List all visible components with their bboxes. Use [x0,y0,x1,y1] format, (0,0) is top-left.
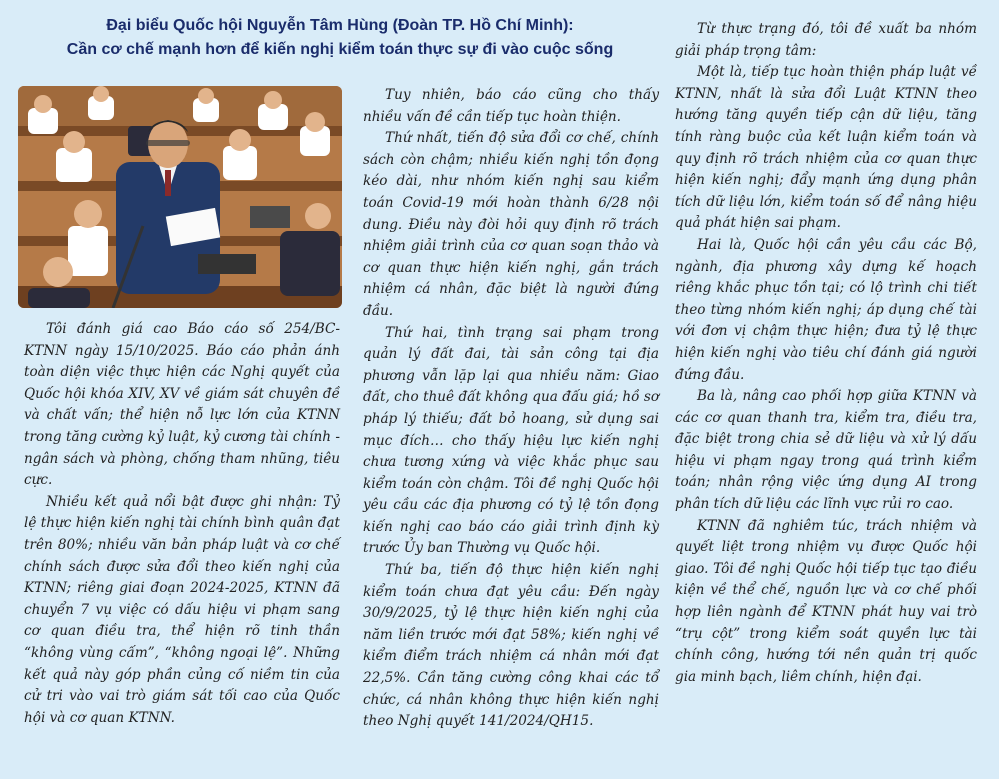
paragraph: Tôi đánh giá cao Báo cáo số 254/BC-KTNN ngày 15/10/2025. Báo cáo phản ánh toàn diện việc thực hiện các Nghị quyết của Quốc hội khóa XIV, XV về giám sát chuyên đề và chất vấn; thể hiện nỗ lực lớn của KTNN trong tăng cường kỷ luật, kỷ cương tài chính - ngân sách và phòng, chống tham nhũng, tiêu cực. [24,321,340,489]
paragraph: Thứ hai, tình trạng sai phạm trong quản lý đất đai, tài sản công tại địa phương vẫn lặp lại qua nhiều năm: Giao đất, cho thuê đất không qua đấu giá; hồ sơ pháp lý thiếu; đất bỏ hoang, sử dụng sai mục đích… cho thấy hiệu lực kiến nghị chưa tương xứng và việc khắc phục sau kiểm toán còn chậm. Tôi đề nghị Quốc hội yêu cầu các địa phương có tỷ lệ tồn đọng kiến nghị cao báo cáo giải trình định kỳ trước Ủy ban Thường vụ Quốc hội. [363,324,659,557]
paragraph: Hai là, Quốc hội cần yêu cầu các Bộ, ngành, địa phương xây dựng kế hoạch riêng khắc phục tồn tại; có lộ trình chi tiết theo từng nhóm kiến nghị; áp dụng chế tài với đơn vị chậm thực hiện; đưa tỷ lệ thực hiện kiến nghị vào tiêu chí đánh giá người đứng đầu. [675,236,977,383]
paragraph: Thứ nhất, tiến độ sửa đổi cơ chế, chính sách còn chậm; nhiều kiến nghị tồn đọng kéo dài, như nhóm kiến nghị sau kiểm toán Covid-19 mới hoàn thành 6/28 nội dung. Điều này đòi hỏi quy định rõ trách nhiệm giải trình của cơ quan soạn thảo và cơ quan thực hiện kiến nghị, gắn trách nhiệm cá nhân, đặc biệt là người đứng đầu. [363,130,659,319]
article-column-3 [675,19,977,688]
paragraph: Một là, tiếp tục hoàn thiện pháp luật về KTNN, nhất là sửa đổi Luật KTNN theo hướng tăng quyền tiếp cận dữ liệu, tăng tính ràng buộc của kết luận kiểm toán và quy định rõ trách nhiệm của cơ quan thực hiện kiến nghị; đẩy mạnh ứng dụng phân tích dữ liệu lớn, kiểm toán số để nâng hiệu quả phát hiện sai phạm. [675,64,977,232]
paragraph: Nhiều kết quả nổi bật được ghi nhận: Tỷ lệ thực hiện kiến nghị tài chính bình quân đạt trên 80%; nhiều văn bản pháp luật và cơ chế chính sách được sửa đổi theo kiến nghị của KTNN; riêng giai đoạn 2024-2025, KTNN đã chuyển 7 vụ việc có dấu hiệu vi phạm sang cơ quan điều tra, thể hiện rõ tinh thần “không vùng cấm”, “không ngoại lệ”. Những kết quả này góp phần củng cố niềm tin của cử tri vào vai trò giám sát tối cao của Quốc hội và cơ quan KTNN. [24,493,340,726]
paragraph: Từ thực trạng đó, tôi đề xuất ba nhóm giải pháp trọng tâm: [675,21,977,59]
article-column-1 [24,319,340,729]
article-column-2 [363,85,659,733]
paragraph: Tuy nhiên, báo cáo cũng cho thấy nhiều vấn đề cần tiếp tục hoàn thiện. [363,87,659,125]
headline-speaker: Đại biểu Quốc hội Nguyễn Tâm Hùng (Đoàn TP. Hồ Chí Minh): [106,17,574,34]
paragraph: Ba là, nâng cao phối hợp giữa KTNN và các cơ quan thanh tra, kiểm tra, điều tra, đặc biệt trong chia sẻ dữ liệu và xử lý dấu hiệu vi phạm ngay trong quá trình kiểm toán; nhân rộng việc ứng dụng AI trong phân tích dữ liệu các lĩnh vực rủi ro cao. [675,388,977,513]
paragraph: Thứ ba, tiến độ thực hiện kiến nghị kiểm toán chưa đạt yêu cầu: Đến ngày 30/9/2025, tỷ lệ thực hiện kiến nghị của năm liền trước mới đạt 58%; kiến nghị về kiểm điểm trách nhiệm cá nhân mới đạt 22,5%. Cần tăng cường công khai các tổ chức, cá nhân không thực hiện kiến nghị theo Nghị quyết 141/2024/QH15. [363,562,659,730]
paragraph: KTNN đã nghiêm túc, trách nhiệm và quyết liệt trong nhiệm vụ được Quốc hội giao. Tôi đề nghị Quốc hội tiếp tục tạo điều kiện về thể chế, nguồn lực và cơ chế phối hợp liên ngành để KTNN phát huy vai trò “trụ cột” trong kiểm soát quyền lực tài chính công, hướng tới nền quản trị quốc gia minh bạch, liêm chính, hiện đại. [675,517,977,685]
headline-title: Cần cơ chế mạnh hơn để kiến nghị kiểm toán thực sự đi vào cuộc sống [66,41,614,58]
delegate-photo [18,86,342,308]
article-headline [20,14,660,62]
